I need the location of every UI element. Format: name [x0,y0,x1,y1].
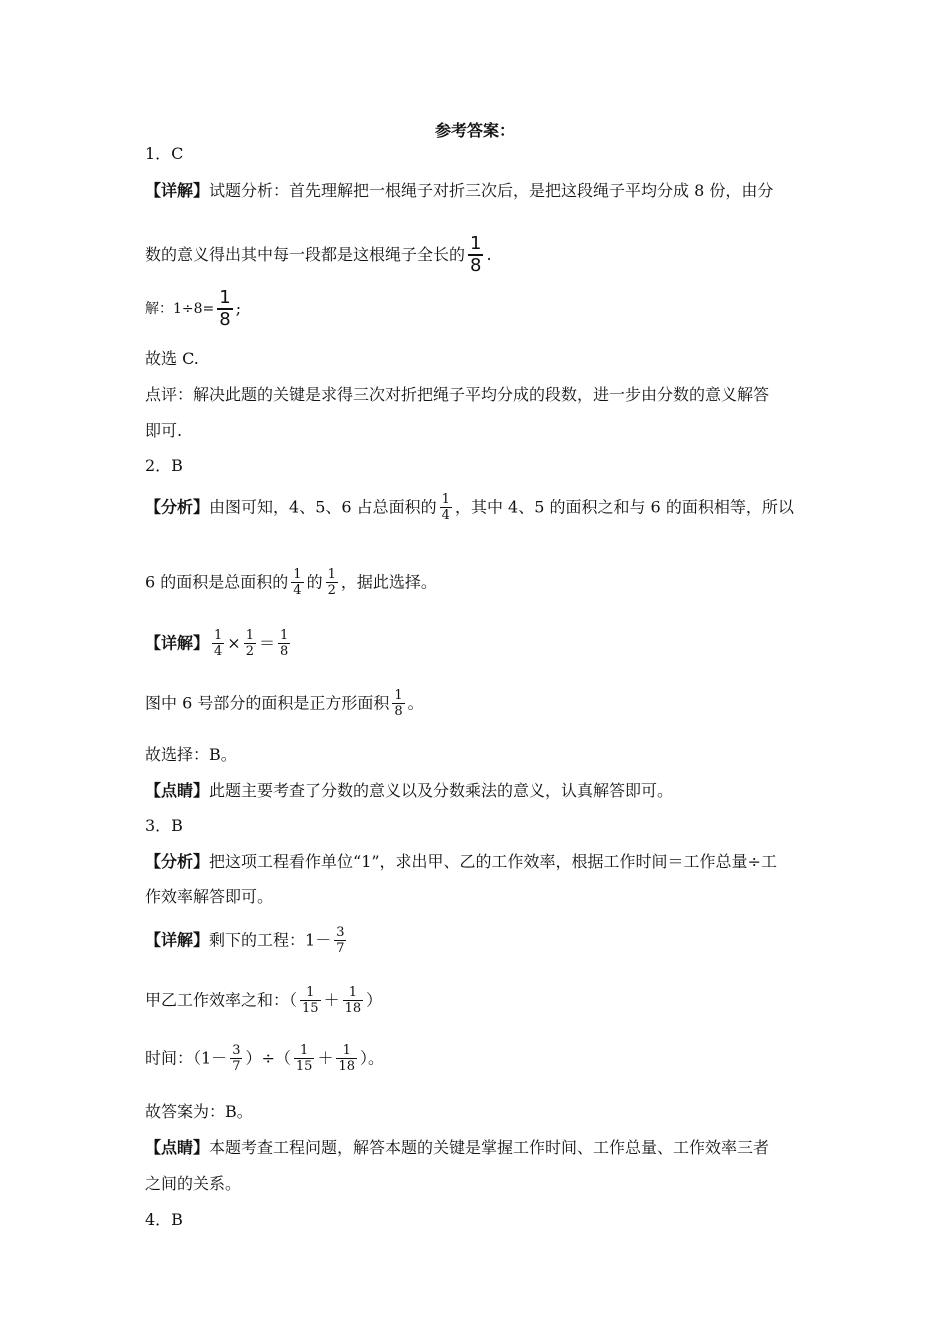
q2-analysis-text2: ，其中 4、5 的面积之和与 6 的面积相等，所以 [454,497,794,517]
q1-detail-tag: 【详解】 [145,181,210,200]
q1-period: . [486,245,492,264]
q2-result-fraction: $\frac{1}{8}$ [394,688,403,719]
q2-eq-fraction2: $\frac{1}{2}$ [245,628,254,659]
q3-time-mid: ）÷（ [245,1048,291,1068]
q3-plus-sign: ＋ [323,990,340,1010]
q2-line2-suffix: ，据此选择。 [340,572,437,592]
q2-analysis-line2 [145,567,437,598]
q3-time-plus: ＋ [317,1048,334,1068]
q3-analysis-text1: 把这项工程看作单位“1”，求出甲、乙的工作效率，根据工作时间＝工作总量÷工 [209,852,777,871]
q3-time-fraction2: $\frac{1}{15}$ [295,1043,313,1074]
q1-fraction-a: $\frac{1}{8}$ [470,233,482,276]
q3-remaining-work [145,925,349,956]
q3-eff-fraction1: $\frac{1}{15}$ [302,985,319,1016]
q1-solution [145,288,241,330]
q1-detail-text2: 数的意义得出其中每一段都是这根绳子全长的 [145,245,466,264]
q1-comment-line1: 点评：解决此题的关键是求得三次对折把绳子平均分成的段数，进一步由分数的意义解答 [145,385,770,404]
q2-choice: 故选择：B。 [145,745,237,764]
q2-result-prefix: 图中 6 号部分的面积是正方形面积 [145,693,390,713]
q3-comment-line2: 之间的关系。 [145,1174,242,1193]
q3-remain-fraction: $\frac{3}{7}$ [336,925,345,956]
q2-eq-fraction1: $\frac{1}{4}$ [214,628,223,659]
q2-comment-text: 此题主要考查了分数的意义以及分数乘法的意义，认真解答即可。 [209,781,674,800]
q1-number: 1．C [145,144,184,163]
q2-fraction-half: $\frac{1}{2}$ [327,567,336,598]
q1-detail-line1 [145,181,773,201]
q1-choice: 故选 C. [145,349,199,368]
q3-eff-close: ） [366,990,383,1010]
q1-detail-line2 [145,234,492,276]
q2-comment-tag: 【点睛】 [145,781,210,800]
q2-times-sign: × [227,633,241,653]
q2-eq-fraction3: $\frac{1}{8}$ [280,628,289,659]
q3-analysis-tag: 【分析】 [145,852,210,871]
q3-eff-fraction2: $\frac{1}{18}$ [344,985,362,1016]
q2-detail-equation [145,628,293,659]
q3-comment-line1 [145,1138,769,1158]
q3-comment-tag: 【点睛】 [145,1138,210,1157]
q2-number: 2．B [145,456,183,475]
q2-fraction-q2: $\frac{1}{4}$ [293,567,302,598]
q2-line2-prefix: 6 的面积是总面积的 [145,572,289,592]
q2-analysis-text1: 由图可知，4、5、6 占总面积的 [209,497,437,517]
q3-time-fraction1: $\frac{3}{7}$ [232,1043,241,1074]
page-title: 参考答案： [434,121,515,140]
q2-comment [145,781,673,801]
q1-solve-prefix: 解：1÷8= [145,301,215,317]
q3-efficiency-sum [145,985,382,1016]
q3-time-close: ）。 [360,1048,385,1068]
q3-eff-label: 甲乙工作效率之和：（ [145,990,298,1010]
q3-detail-tag: 【详解】 [145,930,210,950]
q4-number: 4．B [145,1210,183,1229]
q3-analysis-line1 [145,852,777,872]
q1-solve-suffix: ; [235,299,242,318]
q3-analysis-line2: 作效率解答即可。 [145,887,274,906]
q2-fraction-quarter: $\frac{1}{4}$ [441,492,450,523]
q3-time-label: 时间：（1－ [145,1048,228,1068]
q1-detail-text1: 试题分析：首先理解把一根绳子对折三次后，是把这段绳子平均分成 8 份，由分 [209,181,774,200]
q3-remain-label: 剩下的工程：1－ [209,930,332,950]
q2-analysis-line1 [145,492,794,523]
q2-result-suffix: 。 [407,693,424,713]
q2-line2-mid: 的 [306,572,323,592]
q3-answer: 故答案为：B。 [145,1102,253,1121]
q2-detail-tag: 【详解】 [145,633,210,653]
q3-number: 3．B [145,816,183,835]
q2-result [145,688,424,719]
q3-time-fraction3: $\frac{1}{18}$ [338,1043,355,1074]
q1-comment-line2: 即可. [145,421,183,440]
q2-equals-sign: ＝ [258,633,275,653]
q1-fraction-b: $\frac{1}{8}$ [219,287,231,330]
q3-time [145,1043,384,1074]
q2-analysis-tag: 【分析】 [145,497,210,517]
q3-comment-text1: 本题考查工程问题，解答本题的关键是掌握工作时间、工作总量、工作效率三者 [209,1138,770,1157]
